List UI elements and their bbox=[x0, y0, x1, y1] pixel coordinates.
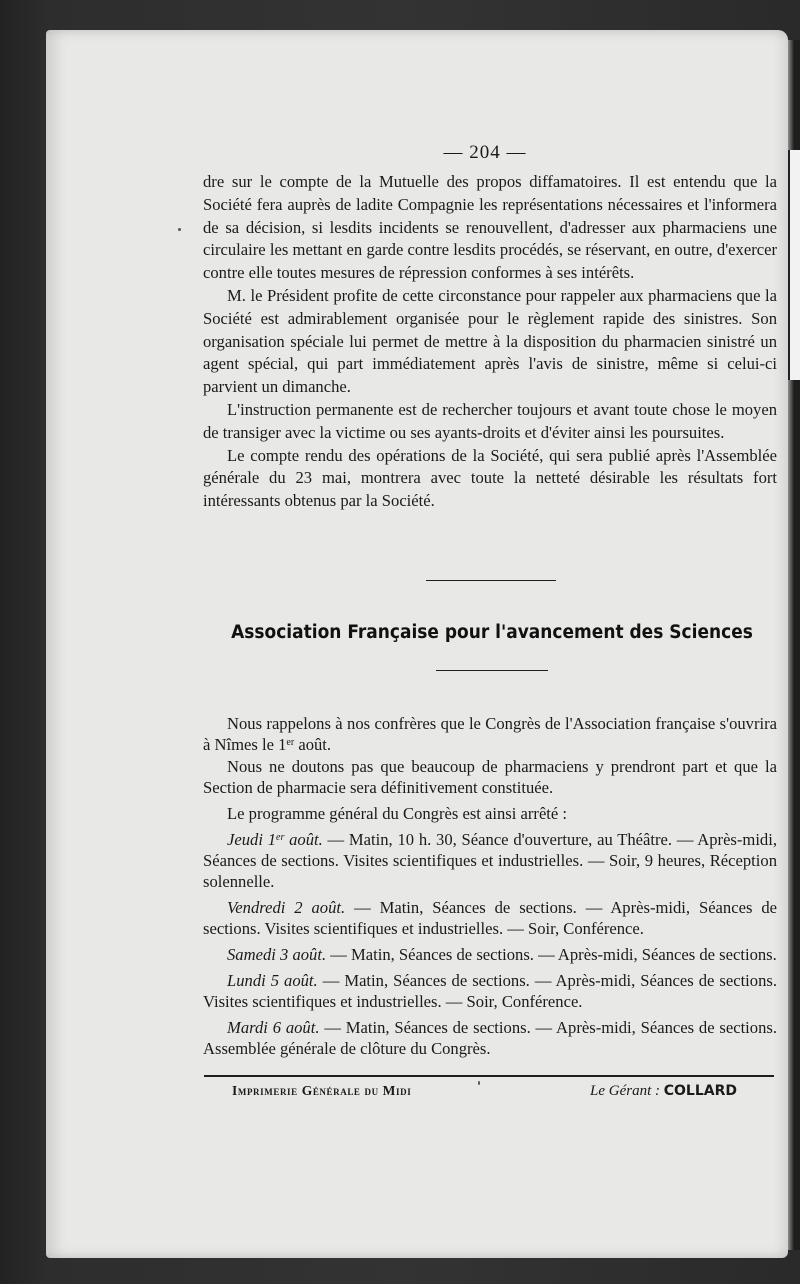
manager-label: Le Gérant : bbox=[590, 1083, 660, 1099]
text-run: Nous rappelons à nos confrères que le Congrès de l'Association française s'ouvrira à Nîmes le 1 bbox=[203, 714, 777, 754]
society-report-text bbox=[203, 171, 777, 513]
day-schedule: — Matin, 10 h. 30, Séance d'ouverture, au Théâtre. — Après-midi, Séances de sections. Visites scientifiques et industrielles. — Soir, 9 heures, Réception solennelle. bbox=[203, 830, 777, 891]
day-schedule: — Matin, Séances de sections. — Après-midi, Séances de sections. bbox=[326, 945, 777, 964]
scan-speck bbox=[478, 1081, 480, 1085]
day-label bbox=[227, 830, 323, 849]
manager-credit bbox=[590, 1083, 737, 1100]
adjacent-page-strip bbox=[788, 150, 800, 380]
page-number: — 204 — bbox=[443, 142, 527, 163]
printer-credit: Imprimerie Générale du Midi bbox=[232, 1083, 412, 1098]
scan-speck bbox=[178, 228, 181, 231]
day-label: Lundi 5 août. bbox=[227, 971, 318, 990]
paragraph bbox=[203, 713, 777, 755]
day-label: Mardi 6 août. bbox=[227, 1018, 320, 1037]
separator-rule bbox=[436, 670, 548, 671]
program-day bbox=[203, 829, 777, 892]
day-schedule: — Matin, Séances de sections. — Après-midi, Séances de sections. Visites scientifiques et industrielles. — Soir, Conférence. bbox=[203, 971, 777, 1011]
paragraph: dre sur le compte de la Mutuelle des propos diffamatoires. Il est entendu que la Société fera auprès de ladite Compagnie les représentations nécessaires et l'informera de sa décision, si lesdits incidents se renouvellent, d'adresser aux pharmaciens une circulaire les mettant en garde contre lesdits procédés, se réservant, en outre, d'exercer contre elle toutes mesures de répression conformes à ses intérêts. bbox=[203, 172, 777, 283]
superscript: er bbox=[286, 737, 295, 748]
separator-rule bbox=[426, 580, 556, 581]
paragraph: Le programme général du Congrès est ainsi arrêté : bbox=[227, 804, 568, 823]
paragraph: Le compte rendu des opérations de la Société, qui sera publié après l'Assemblée générale du 23 mai, montrera avec toute la netteté désirable les résultats fort intéressants obtenus par la Société. bbox=[203, 445, 777, 511]
program-day bbox=[203, 944, 777, 965]
congress-announcement bbox=[203, 713, 777, 1064]
day-schedule: — Matin, Séances de sections. — Après-midi, Séances de sections. Assemblée générale de clôture du Congrès. bbox=[203, 1018, 777, 1058]
day-label: Samedi 3 août. bbox=[227, 945, 327, 964]
paragraph: M. le Président profite de cette circonstance pour rappeler aux pharmaciens que la Société est admirablement organisée pour le règlement rapide des sinistres. Son organisation spéciale lui permet de mettre à la disposition du pharmacien sinistré un agent spécial, qui part immédiatement après l'avis de sinistre, même si celui-ci parvient un dimanche. bbox=[203, 285, 777, 397]
program-day bbox=[203, 970, 777, 1012]
paragraph: Nous ne doutons pas que beaucoup de pharmaciens y prendront part et que la Section de pharmacie sera définitivement constituée. bbox=[203, 757, 777, 797]
program-day bbox=[203, 1017, 777, 1059]
day-text: août. bbox=[284, 830, 323, 849]
section-heading: Association Française pour l'avancement des Sciences bbox=[231, 622, 753, 643]
manager-name: COLLARD bbox=[663, 1083, 738, 1099]
paragraph: L'instruction permanente est de rechercher toujours et avant toute chose le moyen de transiger avec la victime ou ses ayants-droits et d'éviter ainsi les poursuites. bbox=[203, 399, 777, 442]
day-label: Vendredi 2 août. bbox=[227, 898, 346, 917]
superscript: er bbox=[276, 832, 285, 843]
day-text: Jeudi 1 bbox=[227, 830, 277, 849]
text-run: août. bbox=[294, 735, 332, 754]
program-day bbox=[203, 897, 777, 939]
footer-rule bbox=[204, 1075, 774, 1077]
day-schedule: — Matin, Séances de sections. — Après-midi, Séances de sections. Visites scientifiques et industrielles. — Soir, Conférence. bbox=[203, 898, 777, 938]
